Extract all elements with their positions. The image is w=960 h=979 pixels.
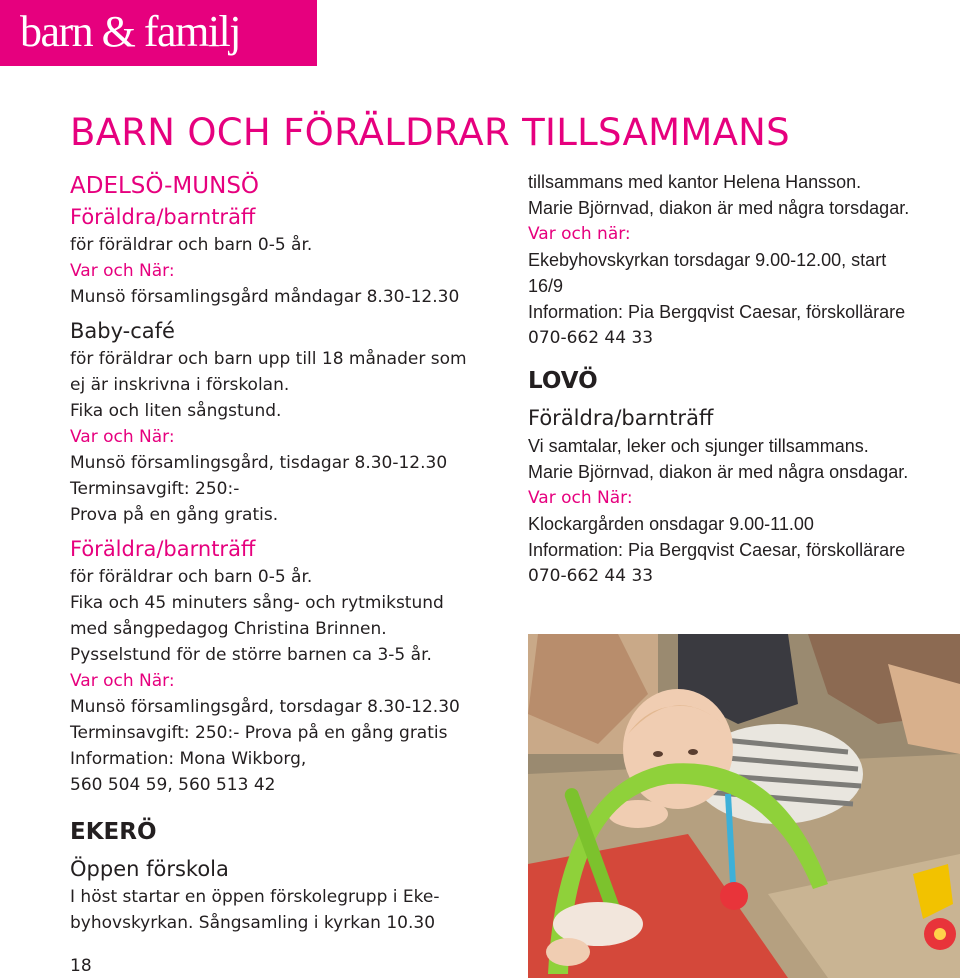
when-label: Var och när: xyxy=(528,224,631,244)
when-label: Var och När: xyxy=(528,488,633,508)
area-heading-ekero: EKERÖ xyxy=(70,819,157,845)
phone-line: 070-662 44 33 xyxy=(528,566,654,586)
text-line: ej är inskrivna i förskolan. xyxy=(70,375,290,395)
text-line: Munsö församlingsgård, torsdagar 8.30-12.30 xyxy=(70,697,460,717)
phone-line: 560 504 59, 560 513 42 xyxy=(70,775,276,795)
phone-line: 070-662 44 33 xyxy=(528,328,654,348)
text-line: I höst startar en öppen förskolegrupp i Eke- xyxy=(70,887,440,907)
when-label: Var och När: xyxy=(70,671,175,691)
text-line: Marie Björnvad, diakon är med några torsdagar. xyxy=(528,198,910,218)
fee-line: Terminsavgift: 250:- xyxy=(70,479,240,499)
text-line: för föräldrar och barn upp till 18 månader som xyxy=(70,349,467,369)
text-line: för föräldrar och barn 0-5 år. xyxy=(70,567,313,587)
text-line: Prova på en gång gratis. xyxy=(70,505,279,525)
section-header-band xyxy=(0,0,317,66)
left-column xyxy=(70,170,520,936)
text-line: Pysselstund för de större barnen ca 3-5 år. xyxy=(70,645,432,665)
right-column xyxy=(528,169,960,589)
subheading-foraldra-barntraff-lovo: Föräldra/barnträff xyxy=(528,406,714,430)
page-title: BARN OCH FÖRÄLDRAR TILLSAMMANS xyxy=(70,111,790,154)
text-line: Marie Björnvad, diakon är med några onsdagar. xyxy=(528,462,909,482)
text-line: 16/9 xyxy=(528,276,564,296)
text-line: byhovskyrkan. Sångsamling i kyrkan 10.30 xyxy=(70,913,436,933)
section-header-label: barn & familj xyxy=(20,7,240,56)
contact-line: Information: Pia Bergqvist Caesar, förskollärare xyxy=(528,540,906,560)
subheading-baby-cafe: Baby-café xyxy=(70,319,175,343)
when-label: Var och När: xyxy=(70,261,175,281)
contact-line: Information: Mona Wikborg, xyxy=(70,749,307,769)
text-line: Munsö församlingsgård, tisdagar 8.30-12.30 xyxy=(70,453,448,473)
subheading-oppen-forskola: Öppen förskola xyxy=(70,857,229,881)
photo-baby-play-gym xyxy=(528,634,960,978)
text-line: Fika och liten sångstund. xyxy=(70,401,282,421)
when-label: Var och När: xyxy=(70,427,175,447)
text-line: Vi samtalar, leker och sjunger tillsammans. xyxy=(528,436,869,456)
contact-line: Information: Pia Bergqvist Caesar, förskollärare xyxy=(528,302,906,322)
text-line: Munsö församlingsgård måndagar 8.30-12.30 xyxy=(70,287,460,307)
text-line: med sångpedagog Christina Brinnen. xyxy=(70,619,387,639)
subheading-foraldra-barntraff-1: Föräldra/barnträff xyxy=(70,205,256,229)
subheading-foraldra-barntraff-2: Föräldra/barnträff xyxy=(70,537,256,561)
text-line: Fika och 45 minuters sång- och rytmikstund xyxy=(70,593,444,613)
fee-line: Terminsavgift: 250:- Prova på en gång gratis xyxy=(70,723,448,743)
area-heading-adelso-munso: ADELSÖ-MUNSÖ xyxy=(70,173,260,199)
text-line: Ekebyhovskyrkan torsdagar 9.00-12.00, start xyxy=(528,250,887,270)
text-line: Klockargården onsdagar 9.00-11.00 xyxy=(528,514,814,534)
area-heading-lovo: LOVÖ xyxy=(528,368,598,394)
text-line: för föräldrar och barn 0-5 år. xyxy=(70,235,313,255)
page-number: 18 xyxy=(70,956,92,976)
text-line: tillsammans med kantor Helena Hansson. xyxy=(528,172,862,192)
